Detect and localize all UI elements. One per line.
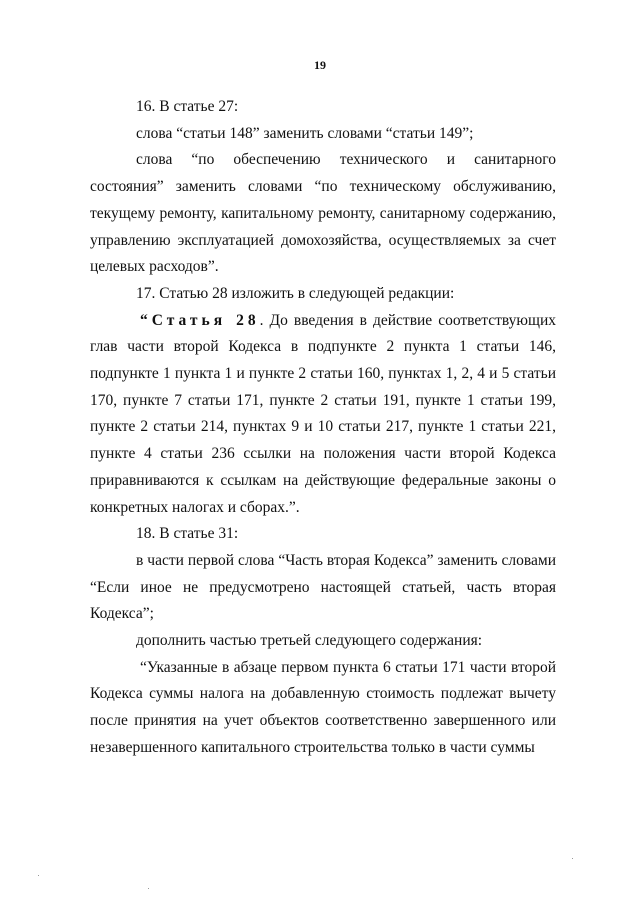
item-17-heading: 17. Статью 28 изложить в следующей редакции: (136, 284, 455, 302)
item-18-text-3: “Указанные в абзаце первом пункта 6 статьи 171 части второй Кодекса суммы налога на добавленную стоимость подлежат вычету после принятия на учет объектов соответственно завершенного или незавершенного капитального строительства только в части суммы (90, 658, 556, 756)
scan-speck (148, 888, 149, 889)
scan-speck (38, 875, 39, 876)
item-18-heading: 18. В статье 31: (136, 525, 239, 543)
item-16-text-1: слова “статьи 148” заменить словами “статьи 149”; (136, 124, 474, 142)
item-18-text-1: в части первой слова “Часть вторая Кодекса” заменить словами “Если иное не предусмотрено настоящей статьей, часть вторая Кодекса”; (90, 551, 556, 623)
item-18-text-2: дополнить частью третьей следующего содержания: (136, 632, 483, 650)
scan-speck (572, 858, 573, 859)
document-body (90, 94, 556, 762)
item-17-article (90, 308, 556, 522)
article-word: “Статья 28 (140, 311, 260, 329)
page-number: 19 (314, 58, 326, 72)
article-text: . До введения в действие соответствующих глав части второй Кодекса в подпункте 2 пункта 1 статьи 146, подпункте 1 пункта 1 и пункте 2 статьи 160, пунктах 1, 2, 4 и 5 статьи 170, пункте 7 статьи 171, пункте 2 статьи 191, пункте 1 статьи 199, пункте 2 статьи 214, пунктах 9 и 10 статьи 217, пункте 1 статьи 221, пункте 4 статьи 236 ссылки на положения части второй Кодекса приравниваются к ссылкам на действующие федеральные законы о конкретных налогах и сборах.”. (90, 311, 556, 516)
item-16-text-2: слова “по обеспечению технического и санитарного состояния” заменить словами “по техническому обслуживанию, текущему ремонту, капитальному ремонту, санитарному содержанию, управлению эксплуатацией домохозяйства, осуществляемых за счет целевых расходов”. (90, 151, 556, 276)
item-16-heading: 16. В статье 27: (136, 98, 239, 115)
